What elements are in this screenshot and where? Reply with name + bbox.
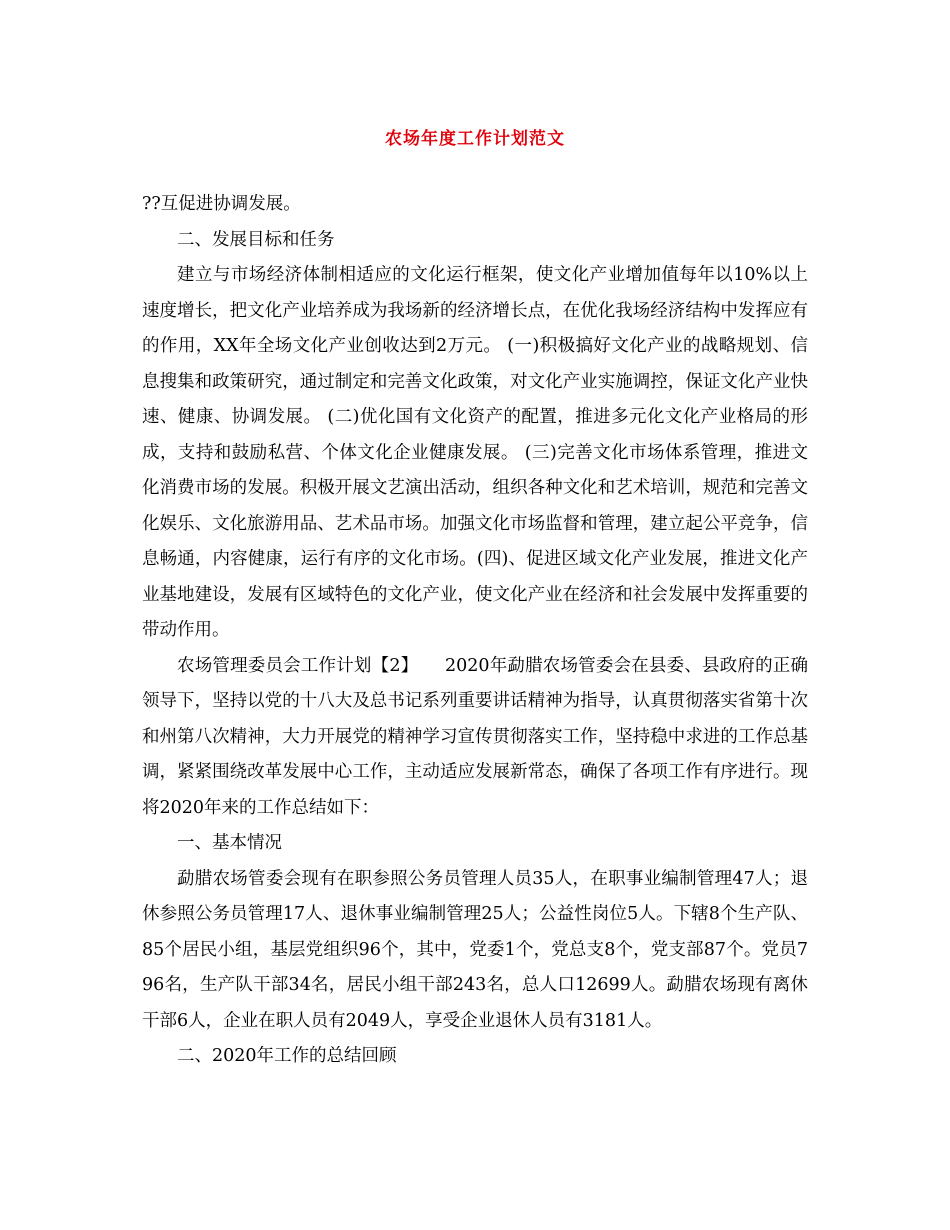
heading-development-goals: 二、发展目标和任务: [177, 229, 335, 250]
paragraph-basic-situation: 勐腊农场管委会现有在职参照公务员管理人员35人，在职事业编制管理47人；退休参照公务员管理17人、退休事业编制管理25人；公益性岗位5人。下辖8个生产队、85个居民小组，基层党组织96个，其中，党委1个，党总支8个，党支部87个。党员796名，生产队干部34名，居民小组干部243名，总人口12699人。勐腊农场现有离休干部6人，企业在职人员有2049人，享受企业退休人员有3181人。: [142, 868, 808, 1031]
document-title: 农场年度工作计划范文: [385, 129, 565, 149]
paragraph-goals-detail: 建立与市场经济体制相适应的文化运行框架，使文化产业增加值每年以10%以上速度增长，把文化产业培养成为我场新的经济增长点，在优化我场经济结构中发挥应有的作用，XX年全场文化产业创收达到2万元。 (一)积极搞好文化产业的战略规划、信息搜集和政策研究，通过制定和完善文化政策，对文化产业实施调控，保证文化产业快速、健康、协调发展。 (二)优化国有文化资产的配置，推进多元化文化产业格局的形成，支持和鼓励私营、个体文化企业健康发展。 (三)完善文化市场体系管理，推进文化消费市场的发展。积极开展文艺演出活动，组织各种文化和艺术培训，规范和完善文化娱乐、文化旅游用品、艺术品市场。加强文化市场监督和管理，建立起公平竞争，信息畅通，内容健康，运行有序的文化市场。(四)、促进区域文化产业发展，推进文化产业基地建设，发展有区域特色的文化产业，使文化产业在经济和社会发展中发挥重要的带动作用。: [142, 265, 808, 640]
heading-work-review: 二、2020年工作的总结回顾: [177, 1046, 397, 1066]
heading-basic-situation: 一、基本情况: [177, 833, 282, 853]
document-body: [142, 187, 808, 1075]
paragraph-continuation: ??互促进协调发展。: [142, 194, 301, 214]
paragraph-work-plan-intro: 农场管理委员会工作计划【2】 2020年勐腊农场管委会在县委、县政府的正确领导下，坚持以党的十八大及总书记系列重要讲话精神为指导，认真贯彻落实省第十次和州第八次精神，大力开展党的精神学习宣传贯彻落实工作，坚持稳中求进的工作总基调，紧紧围绕改革发展中心工作，主动适应发展新常态，确保了各项工作有序进行。现将2020年来的工作总结如下：: [142, 655, 808, 818]
